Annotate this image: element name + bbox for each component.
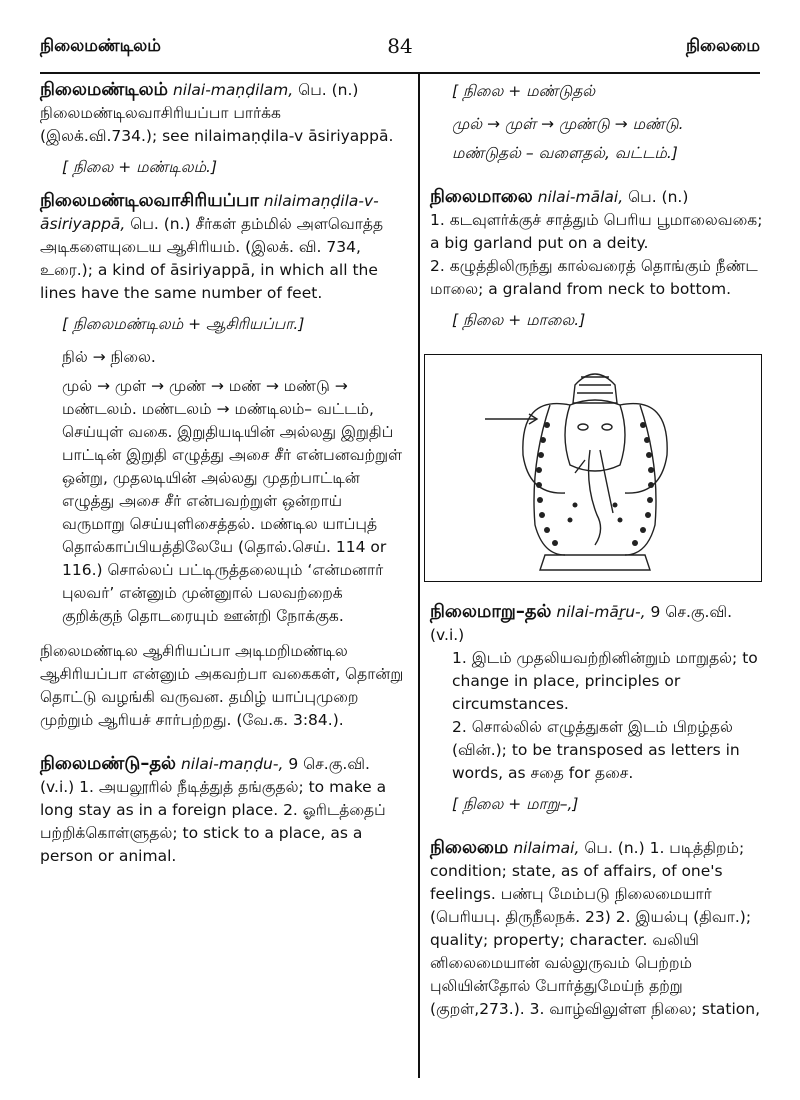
entry-note-asiriyappa (40, 640, 406, 732)
note-text: நிலைமண்டில ஆசிரியப்பா அடிமறிமண்டில ஆசிரியப்பா என்னும் அகவற்பா வகைகள், தொன்று தொட்டு வழங்கி வருவன. தமிழ் யாப்புமுறை முற்றும் ஆரியச் சார்பற்றது. (வே.க. 3:84.). (40, 642, 404, 729)
header-right-guideword: நிலைமை (685, 36, 760, 56)
headword: நிலைமண்டு–தல் (40, 753, 177, 774)
entry-nilaimai (430, 836, 764, 1021)
entry-nilaimalai (430, 185, 764, 332)
etymology: [ நிலை + மாலை.] (452, 311, 586, 329)
transliteration: nilai-maṇḍu-, (180, 755, 284, 773)
grammar-tag: பெ. (n.) (628, 188, 689, 206)
page-header (40, 28, 760, 68)
grammar-tag: 9 செ.கு.வி. (v.i.) (430, 603, 733, 644)
definition-line: நிலைமண்டிலவாசிரியப்பா பார்க்க (40, 104, 281, 122)
entry-nilaimandila-asiriyappa (40, 189, 406, 628)
deity-garland-drawing (425, 355, 761, 581)
entry-nilaimandu-etymology (430, 80, 764, 165)
grammar-tag: பெ. (n.) (298, 81, 359, 99)
headword: நிலைமண்டிலம் (40, 79, 169, 100)
etymology: [ நிலைமண்டிலம் + ஆசிரியப்பா.] (62, 315, 305, 333)
transliteration: nilaimaṇḍila-v-āsiriyappā, (40, 192, 379, 233)
left-column (40, 78, 406, 874)
entry-nilaimandilam (40, 78, 406, 179)
right-column (430, 78, 764, 1027)
transliteration: nilaimai, (513, 839, 580, 857)
derivation-2: மண்டுதல் – வளைதல், வட்டம்.] (452, 144, 678, 162)
etymology: [ நிலை + மண்டுதல் (452, 82, 596, 100)
sense-2: 2. சொல்லில் எழுத்துகள் இடம் பிறழ்தல் (வின்.); to be transposed as letters in words, as சதை for தசை. (452, 718, 740, 782)
etymology: [ நிலை + மண்டிலம்.] (62, 158, 218, 176)
transliteration: nilai-maṇḍilam, (172, 81, 294, 99)
derivation-1: முல் → முள் → முண்டு → மண்டு. (452, 115, 684, 133)
entry-nilaimaru-tal (430, 600, 764, 816)
transliteration: nilai-mālai, (537, 188, 624, 206)
headword: நிலைமை (430, 837, 509, 858)
sense-1: 1. கடவுளர்க்குச் சாத்தும் பெரிய பூமாலைவகை; a big garland put on a deity. (430, 211, 763, 252)
derivation-1: நில் → நிலை. (62, 348, 156, 366)
sense-1: 1. இடம் முதலியவற்றினின்றும் மாறுதல்; to change in place, principles or circumstances. (452, 649, 758, 713)
definition-line: (இலக்.வி.734.); see nilaimaṇḍila-v āsiriyappā. (40, 127, 394, 145)
grammar-tag: 9 செ.கு.வி. (288, 755, 370, 773)
transliteration: nilai-māṟu-, (556, 603, 646, 621)
headword: நிலைமண்டிலவாசிரியப்பா (40, 190, 259, 211)
definition: பெ. (n.) 1. படித்திறம்; condition; state, as of affairs, of one's feelings. பண்பு மேம்படு நிலைமையார் (பெரியபு. திருநீலநக். 23) 2. இயல்பு (திவா.); quality; property; character. வலியி னிலைமையான் வல்லுருவம் பெற்றம் புலியின்தோல் போர்த்துமேய்ந் தற்று (குறள்,273.). 3. வாழ்விலுள்ள நிலை; station, (430, 839, 761, 1018)
definition: பெ. (n.) சீர்கள் தம்மில் அளவொத்த அடிகளையுடைய ஆசிரியம். (இலக். வி. 734, உரை.); a kind of āsiriyappā, in which all the lines have the same number of feet. (40, 215, 384, 302)
headword: நிலைமாலை (430, 186, 533, 207)
etymology: [ நிலை + மாறு–,] (452, 795, 579, 813)
derivation-2: முல் → முள் → முண் → மண் → மண்டு → மண்டலம். மண்டலம் → மண்டிலம்– வட்டம், செய்யுள் வகை. இறுதியடியின் அல்லது இறுதிப் பாட்டின் இறுதி எழுத்து அசை சீர் என்பனவற்றுள் ஒன்று, முதலடியின் அல்லது முதற்பாட்டின் எழுத்து அசை சீர் என்பவற்றுள் ஒன்றாய் வருமாறு செய்யுளிசைத்தல். மண்டில யாப்புத் தொல்காப்பியத்திலேயே (தொல்.செய். 114 or 116.) சொல்லப் பட்டிருத்தலையும் ‘என்மனார் புலவர்’ என்னும் முன்னுால் பலவற்றைக் குறிக்குந் தொடரையும் ஊன்றி நோக்குக. (62, 377, 403, 625)
sense-2: 2. கழுத்திலிருந்து கால்வரைத் தொங்கும் நீண்ட மாலை; a graland from neck to bottom. (430, 257, 758, 298)
ganesha-illustration (424, 354, 762, 582)
column-divider (418, 74, 420, 1078)
headword: நிலைமாறு–தல் (430, 601, 552, 622)
entry-nilaimandu-tal (40, 752, 406, 868)
header-rule (40, 72, 760, 74)
header-left-guideword: நிலைமண்டிலம் (40, 36, 161, 56)
page-number: 84 (387, 34, 413, 58)
definition: (v.i.) 1. அயலூரில் நீடித்துத் தங்குதல்; to make a long stay as in a foreign place. 2. ஓரிடத்தைப் பற்றிக்கொள்ளுதல்; to stick to a place, as a person or animal. (40, 778, 387, 865)
